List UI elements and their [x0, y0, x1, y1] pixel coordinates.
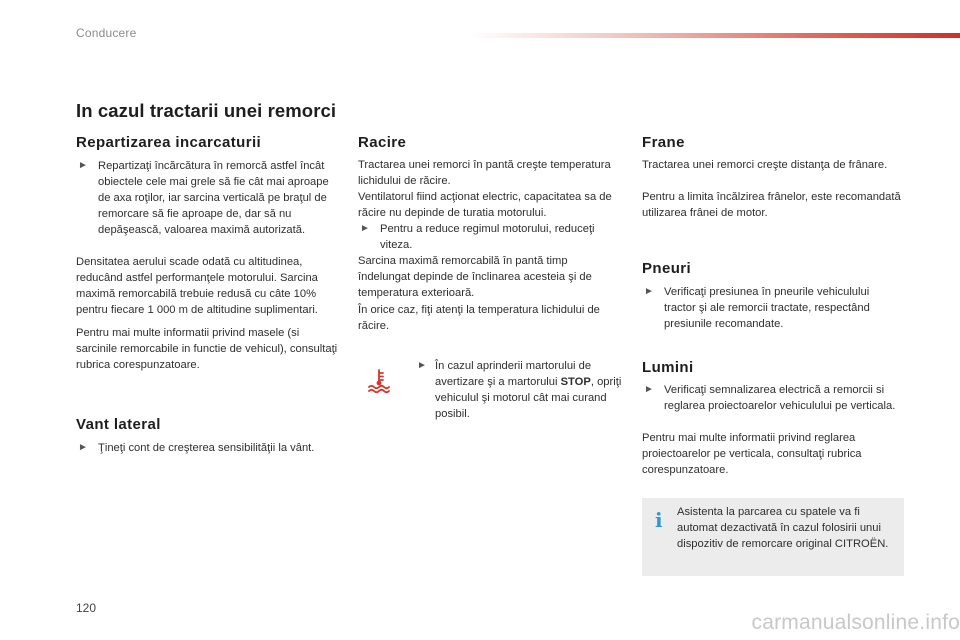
bullet-marker-icon: ► — [360, 223, 370, 234]
pneuri-title: Pneuri — [642, 260, 692, 277]
warning-note — [358, 358, 626, 428]
watermark: carmanualsonline.info — [751, 611, 960, 634]
racire-para-4: În orice caz, fiţi atenţi la temperatura lichidului de răcire. — [358, 304, 600, 332]
lumini-bullet-text: Verificaţi semnalizarea electrică a remorcii si reglarea proiectoarelor vehiculului pe verticala. — [664, 384, 896, 412]
info-icon: i — [655, 508, 663, 532]
racire-para-2: Ventilatorul fiind acţionat electric, capacitatea sa de răcire nu depinde de turatia motorului. — [358, 191, 612, 219]
repartizare-title: Repartizarea incarcaturii — [76, 134, 262, 151]
pneuri-bullet — [642, 284, 904, 332]
bullet-marker-icon: ► — [644, 286, 654, 297]
lumini-title: Lumini — [642, 359, 694, 376]
racire-para-1: Tractarea unei remorci în pantă creşte temperatura lichidului de răcire. — [358, 159, 611, 187]
frane-para-2: Pentru a limita încălzirea frânelor, este recomandată utilizarea frânei de motor. — [642, 191, 901, 219]
bullet-marker-icon: ► — [78, 160, 88, 171]
page-number: 120 — [76, 601, 97, 615]
lumini-bullet — [642, 382, 904, 414]
header-accent-bar — [470, 33, 960, 38]
vant-title: Vant lateral — [76, 416, 161, 433]
warning-text-start: În cazul aprinderii martorului de avertizare şi a martorului — [435, 360, 592, 388]
bullet-marker-icon: ► — [78, 442, 88, 453]
vant-bullet-text: Ţineţi cont de creşterea sensibilităţii la vânt. — [98, 442, 315, 454]
section-title: Conducere — [76, 26, 137, 40]
warning-text-end: , opriţi vehiculul şi motorul cât mai curand posibil. — [435, 376, 622, 420]
repartizare-para-1: Densitatea aerului scade odată cu altitudinea, reducând astfel performanţele motorului. Sarcina maximă remorcabilă trebuie redusă cu câte 10% pentru fiecare 1 000 m de altitudine suplimentari. — [76, 256, 318, 316]
info-text: Asistenta la parcarea cu spatele va fi automat dezactivată în cazul folosirii unui dispozitiv de remorcare original CITROËN. — [677, 506, 889, 550]
coolant-temperature-icon — [366, 368, 392, 394]
stop-label: STOP — [560, 376, 591, 388]
page-heading: In cazul tractarii unei remorci — [76, 100, 337, 121]
bullet-marker-icon: ► — [644, 384, 654, 395]
warning-text — [415, 358, 627, 422]
frane-title: Frane — [642, 134, 685, 151]
racire-bullet — [358, 221, 620, 253]
frane-para-1: Tractarea unei remorci creşte distanţa de frânare. — [642, 159, 888, 171]
repartizare-para-2: Pentru mai multe informatii privind masele (si sarcinile remorcabile in functie de vehicul), consultaţi rubrica corespunzatoare. — [76, 327, 338, 371]
repartizare-bullet — [76, 158, 338, 238]
pneuri-bullet-text: Verificaţi presiunea în pneurile vehiculului tractor şi ale remorcii tractate, respectând presiunile recomandate. — [664, 286, 870, 330]
bullet-marker-icon: ► — [417, 360, 427, 371]
racire-bullet-text: Pentru a reduce regimul motorului, reduceţi viteza. — [380, 223, 595, 251]
info-note — [642, 498, 904, 576]
racire-para-3: Sarcina maximă remorcabilă în pantă timp îndelungat depinde de înclinarea acesteia şi de temperatura exterioară. — [358, 255, 592, 299]
repartizare-bullet-text: Repartizaţi încărcătura în remorcă astfel încât obiectele cele mai grele să fie cât mai aproape de axa roţilor, iar sarcina verticală pe braţul de remorcare să fie aproape de, dar să nu depăşească, valoarea maximă autorizată. — [98, 160, 329, 236]
lumini-para-1: Pentru mai multe informatii privind reglarea proiectoarelor pe verticala, consultaţi rubrica corespunzatoare. — [642, 432, 862, 476]
racire-title: Racire — [358, 134, 407, 151]
vant-bullet — [76, 440, 338, 456]
